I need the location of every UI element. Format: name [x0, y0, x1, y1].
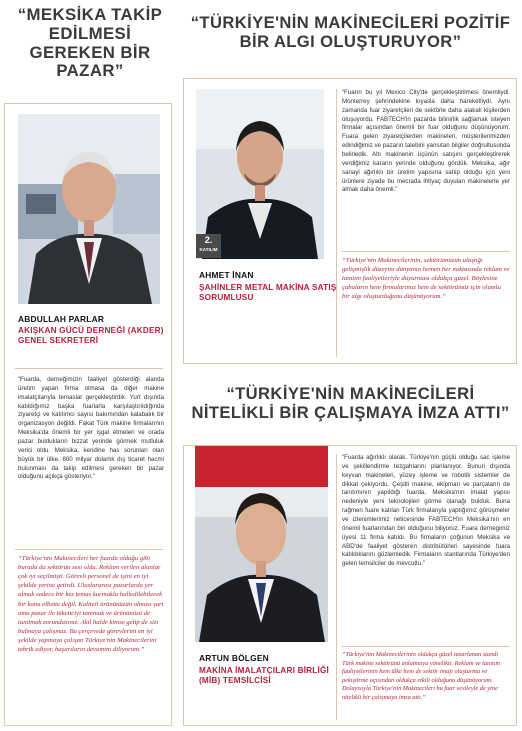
badge-label: KATILIM [199, 247, 218, 252]
abdullah-parlar-photo [18, 114, 160, 304]
vertical-divider [336, 454, 337, 720]
person-name: AHMET İNAN [199, 270, 254, 280]
participation-badge [196, 234, 221, 258]
bottom-right-article-title: “TÜRKİYE'NİN MAKİNECİLERİ NİTELİKLİ BİR ÇALIŞMAYA İMZA ATTI” [191, 384, 510, 422]
top-right-interview-panel [183, 78, 517, 364]
interview-body: “Fuarın bu yıl Mexico City'de gerçekleştirilmesi önemliydi. Monterrey şehrindekine kıyasla daha hareketliydi. Aynı zamanda fuar ziyaretçileri de sektörle daha alakalı kişilerden oluşuyordu. FABTECH'in pazarda bilinirlik sağlamak isteyen firmalar açısından önemli bir fuar olduğunu düşünüyorum. Fuara gelen ziyaretçilerden makineleri, müşterilerimizden edindiğimiz ve pazarın talebini yansıtan bilgiler doğrultusunda belirledik. Altı makinenin üçünün satışını gerçekleştirerek verdiğimiz kararın yerinde olduğunu gördük. Meksika, ağır sanayi ağırlıklı bir üretim yapısına sahip olduğu için yeni ürünlere ziyade bu mecrada ihtiyaç duyulan makinelerle yer almak daha önemli.” [342, 89, 510, 194]
left-interview-panel [4, 103, 172, 726]
artun-bolgen-photo [195, 445, 328, 642]
divider [342, 251, 510, 252]
bottom-right-interview-panel [183, 445, 517, 726]
interview-quote: “Türkiye'nin Makinecilerinin oldukça güzel tasarlanan standı Türk makine sektörünü anlatmaya yönelikti. Reklam ve tanıtım faaliyetlerinin hem ülke hem de sektör imajı oluşturma ve pekiştirme açısından oldukça etkili olduğunu düşünüyorum. Dolayısıyla Türkiye'nin Makinecileri bu fuar vesileyle de yine nitelikli bir çalışmaya imza attı.” [342, 651, 501, 701]
interview-body: “Fuarda, derneğimizin faaliyet gösterdiği alanda üretim yapan firma olmasa da diğer makine imalatçılarıyla temaslar gerçekleştirdik. Yurt dışında katıldığımız başka fuarlarla karşılaştırıldığında ziyaretçi ve katılımcı sayısı bakımından kalabalık bir organizasyon değildi. Fakat Türk makine firmalarının Meksika'da önemli bir yer işgal etmeleri ve orada pazar buldukların bizzat yerinde görmek mutluluk verici oldu. Meksika, kendine has sorunları olan büyük bir ülke. 800 milyar dolarlık dış ticaret hacmi bulunması da takip edilmesi gereken bir pazar olduğunu açıkça gösteriyor.” [18, 376, 164, 481]
vertical-divider [336, 89, 337, 357]
badge-number: 2. [204, 235, 213, 245]
divider [15, 368, 163, 369]
divider [342, 646, 510, 647]
top-right-article-title: “TÜRKİYE'NİN MAKİNECİLERİ POZİTİF BİR ALGI OLUŞTURUYOR” [190, 13, 511, 51]
interview-quote: “Türkiye'nin Makinecilerinin, sektörümüzün ulaştığı gelişmişlik düzeyini dünyanın hemen her noktasında reklam ve tanıtım faaliyetleriyle duyurması oldukça güzel. Böylesine çabaların hem firmalarımız hem de sektörümüz için olumlu bir algı oluşturduğunu düşünüyorum.” [342, 257, 510, 301]
interview-quote: “Türkiye'nin Makinecileri her fuarda olduğu gibi burada da sektörün sesi oldu. Reklam verilen alanlar çok iyi seçilmişti. Görevli personel de işini en iyi şekilde yerine getirdi. Uluslararası pazarlarda yer almak sadece bir kez temas kurmakla halledilebilecek bir konu elbette değil. Kaliteli ürününüzün olması şart ama pazar ile tüketiciyi tanımak ve ürününüzü de tanıtmak zorundasınız. Akıl halde kimse gelip de sizi bulmaya çalışmaz. Bu çerçevede görevlerini en iyi şekilde yapmaya çalışan Türkiye'nin Makinecilerini tebrik ediyor, başarıların devamını diliyorum.” [18, 555, 164, 654]
left-article-title: “MEKSİKA TAKİP EDİLMESİ GEREKEN BİR PAZAR” [17, 5, 163, 81]
person-name: ABDULLAH PARLAR [18, 314, 105, 324]
interview-body: “Fuarda ağırlıklı olarak, Türkiye'nin güçlü olduğu sac işleme ve şekillendirme tezgahlarını planlanıyor. Bunun dışında keyvan makineleri, yüzey işleme ve robotik sistemler de dikkat çekiyordu. Çeşitli makine, ekipman ve parçaların de tanıtımının yapıldığı fuarda, Meksika'nın imalat yapısı nedeniyle yeni teknolojileri görme olanağı bulduk. Buna rağmen fuare katılan Türk firmalarıyla yaptığımız görüşmeler ve izlenimlerimiz neticesinde FABTECH'in Meksika'nın en önemli fuarlarından biri olduğunu biliyoruz. Fuara dernegimiz üyesi 11 firma katıldı. Bu firmaların çoğunun Meksika ve ABD'de faaliyet gösteren distribütörleri sayesinde fuara katıldıklarını gözlemledik. Firmaların stantlarında Türkiye'den gelen temsilciler de mevcuttu.” [342, 454, 510, 568]
person-role: ŞAHİNLER METAL MAKİNA SATIŞ SORUMLUSU [199, 283, 337, 302]
person-role: MAKİNA İMALATÇILARI BİRLİĞİ (MİB) TEMSİLCİSİ [199, 666, 330, 685]
person-role: AKIŞKAN GÜCÜ DERNEĞİ (AKDER) GENEL SEKRETERİ [18, 326, 164, 345]
person-name: ARTUN BÖLGEN [199, 653, 269, 663]
divider [15, 549, 163, 550]
